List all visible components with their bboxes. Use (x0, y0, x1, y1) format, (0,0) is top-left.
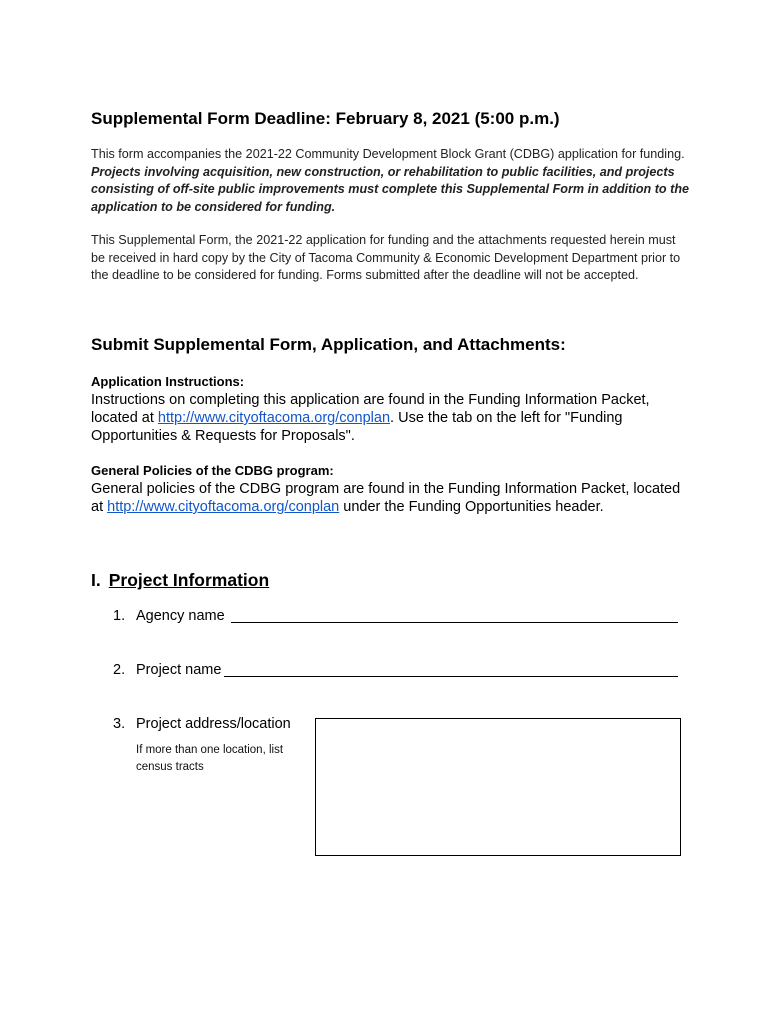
project-name-label: 2. Project name (113, 662, 222, 678)
submit-heading: Submit Supplemental Form, Application, and Attachments: (91, 335, 566, 354)
project-address-input[interactable] (315, 718, 681, 856)
address-hint: If more than one location, list census tracts (136, 744, 284, 773)
agency-name-label: 1. Agency name (113, 608, 225, 624)
deadline-heading: Supplemental Form Deadline: February 8, 2021 (5:00 p.m.) (91, 109, 560, 128)
policies-heading: General Policies of the CDBG program: (91, 463, 334, 478)
section-title: Project Information (108, 570, 270, 590)
instructions-link[interactable]: http://www.cityoftacoma.org/conplan (157, 410, 391, 426)
policies-link[interactable]: http://www.cityoftacoma.org/conplan (107, 499, 340, 515)
agency-name-field[interactable] (231, 622, 678, 623)
section-numeral: I. (91, 570, 101, 590)
submission-note: This Supplemental Form, the 2021-22 application for funding and the attachments requested herein must be received in hard copy by the City of Tacoma Community & Economic Development Department prior to the deadline to be considered for funding. Forms submitted after the deadline will not be accepted. (91, 233, 681, 282)
instructions-text: Instructions on completing this application are found in the Funding Information Packet, located at http://www.cityoftacoma.org/conplan. Use the tab on the left for "Funding Opportunities & Requests for Proposals". (91, 392, 650, 444)
intro-requirement-text: Projects involving acquisition, new construction, or rehabilitation to public facilities, and projects consisting of off-site public improvements must complete this Supplemental Form in addition to the application to be considered for funding. (91, 164, 690, 214)
intro-text: This form accompanies the 2021-22 Community Development Block Grant (CDBG) application for funding. (91, 147, 685, 161)
project-address-label: 3. Project address/location (113, 716, 291, 732)
intro-paragraph (91, 146, 691, 216)
policies-text: General policies of the CDBG program are found in the Funding Information Packet, located at http://www.cityoftacoma.org/conplan under the Funding Opportunities header. (91, 481, 681, 515)
project-info-heading (91, 568, 269, 592)
project-name-field[interactable] (224, 676, 678, 677)
instructions-heading: Application Instructions: (91, 374, 245, 389)
